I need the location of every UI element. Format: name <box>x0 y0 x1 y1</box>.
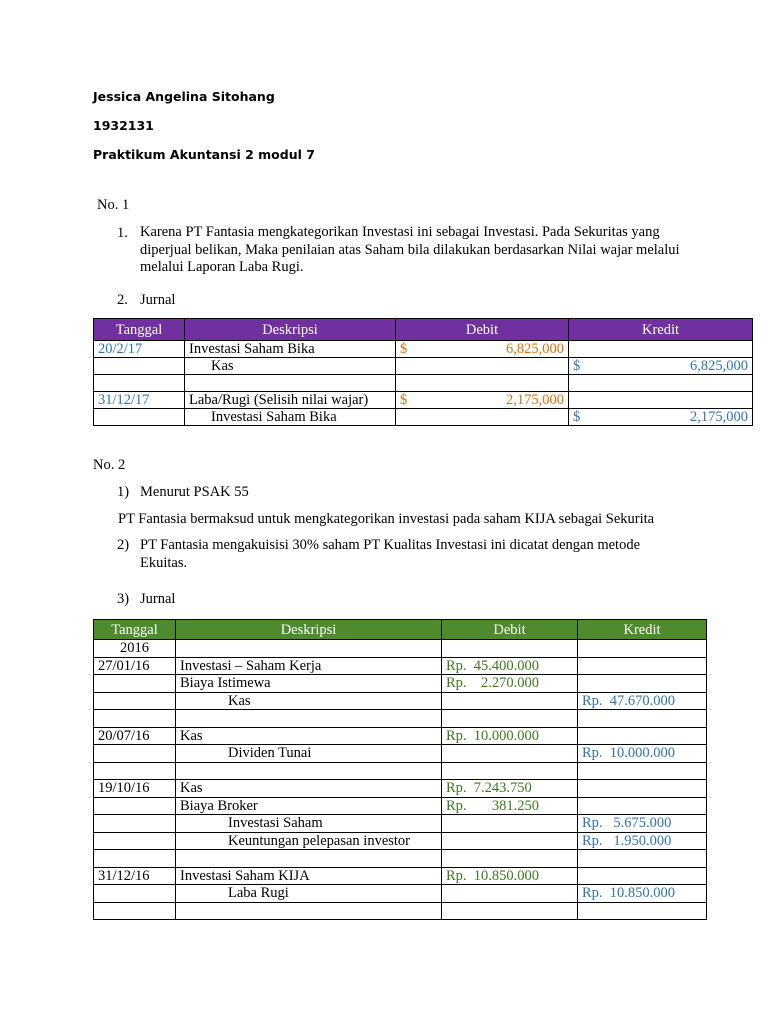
cell-credit: Rp. 1.950.000 <box>578 832 707 850</box>
currency-symbol: $ <box>400 392 408 408</box>
cell-credit <box>578 797 707 815</box>
currency-symbol: $ <box>573 358 581 374</box>
table-row <box>94 850 707 868</box>
cell-credit: Rp. 5.675.000 <box>578 815 707 833</box>
cell-debit <box>442 745 578 763</box>
debit-value: 2,175,000 <box>506 392 564 408</box>
journal-table-2 <box>93 619 707 920</box>
header-tanggal: Tanggal <box>94 620 176 640</box>
cell-date <box>94 358 185 375</box>
cell-credit <box>569 392 753 409</box>
cell-credit <box>569 358 753 375</box>
table-row <box>94 341 753 358</box>
no2-item1-text: Menurut PSAK 55 <box>140 484 249 500</box>
header-debit: Debit <box>396 319 569 341</box>
cell-debit <box>396 409 569 426</box>
cell-date <box>94 692 176 710</box>
table-row <box>94 762 707 780</box>
cell-description: Investasi Saham Bika <box>185 409 396 426</box>
cell-date <box>94 675 176 693</box>
cell-debit <box>396 375 569 392</box>
no1-item2-text: Jurnal <box>140 292 176 308</box>
journal-table-1 <box>93 318 753 426</box>
cell-date: 20/07/16 <box>94 727 176 745</box>
cell-credit <box>578 727 707 745</box>
cell-credit <box>578 762 707 780</box>
cell-description <box>176 902 442 920</box>
table-row <box>94 780 707 798</box>
no1-item1-text: Karena PT Fantasia mengkategorikan Investasi ini sebagai Investasi. Pada Sekuritas yang diperjual belikan, Maka penilaian atas Saham bila dilakukan berdasarkan Nilai wajar melalui melalui Laporan Laba Rugi. <box>140 224 680 275</box>
cell-date <box>94 375 185 392</box>
cell-date <box>94 797 176 815</box>
cell-description: Investasi Saham Bika <box>185 341 396 358</box>
table-row <box>94 710 707 728</box>
cell-date <box>94 710 176 728</box>
table-row <box>94 392 753 409</box>
currency-symbol: $ <box>400 341 408 357</box>
cell-debit: Rp. 2.270.000 <box>442 675 578 693</box>
cell-date: 27/01/16 <box>94 657 176 675</box>
cell-credit <box>569 375 753 392</box>
section-no2-title: No. 2 <box>93 457 126 473</box>
cell-date: 2016 <box>94 640 176 658</box>
cell-description: Laba Rugi <box>176 885 442 903</box>
cell-description: Keuntungan pelepasan investor <box>176 832 442 850</box>
cell-date <box>94 409 185 426</box>
cell-credit: Rp. 10.000.000 <box>578 745 707 763</box>
debit-amount <box>400 392 564 408</box>
cell-credit <box>578 867 707 885</box>
debit-value: 6,825,000 <box>506 341 564 357</box>
no2-item2-text: PT Fantasia mengakuisisi 30% saham PT Kualitas Investasi ini dicatat dengan metode Ekuitas. <box>140 537 641 571</box>
table-row <box>94 657 707 675</box>
currency-symbol: $ <box>573 409 581 425</box>
header-deskripsi: Deskripsi <box>185 319 396 341</box>
cell-credit <box>578 710 707 728</box>
debit-amount <box>400 341 564 357</box>
cell-debit <box>396 358 569 375</box>
credit-value: 6,825,000 <box>690 358 748 374</box>
table-row <box>94 797 707 815</box>
no2-item3-text: Jurnal <box>140 591 176 607</box>
cell-description <box>176 762 442 780</box>
cell-date: 20/2/17 <box>94 341 185 358</box>
cell-date: 31/12/17 <box>94 392 185 409</box>
cell-credit <box>578 640 707 658</box>
cell-debit <box>442 815 578 833</box>
no2-item1-number: 1) <box>117 484 130 500</box>
table-row <box>94 902 707 920</box>
table-row <box>94 409 753 426</box>
cell-description: Dividen Tunai <box>176 745 442 763</box>
table-row <box>94 358 753 375</box>
table-row <box>94 867 707 885</box>
header-kredit: Kredit <box>569 319 753 341</box>
cell-date: 19/10/16 <box>94 780 176 798</box>
cell-debit <box>442 640 578 658</box>
cell-debit <box>442 902 578 920</box>
table-row <box>94 815 707 833</box>
section-no1-title: No. 1 <box>97 197 130 213</box>
table-row <box>94 640 707 658</box>
credit-amount <box>573 358 748 374</box>
header-tanggal: Tanggal <box>94 319 185 341</box>
cell-description: Kas <box>176 692 442 710</box>
cell-debit <box>442 762 578 780</box>
table-row <box>94 675 707 693</box>
no2-item3-number: 3) <box>117 591 130 607</box>
cell-description: Investasi – Saham Kerja <box>176 657 442 675</box>
cell-description: Biaya Istimewa <box>176 675 442 693</box>
no1-item1-number: 1. <box>117 225 128 241</box>
cell-debit: Rp. 7.243.750 <box>442 780 578 798</box>
cell-date <box>94 902 176 920</box>
table-row <box>94 727 707 745</box>
cell-debit: Rp. 10.000.000 <box>442 727 578 745</box>
cell-date <box>94 885 176 903</box>
cell-description: Kas <box>176 727 442 745</box>
cell-credit <box>578 780 707 798</box>
course-title: Praktikum Akuntansi 2 modul 7 <box>93 147 315 162</box>
cell-credit <box>578 902 707 920</box>
cell-credit <box>569 409 753 426</box>
table-row <box>94 692 707 710</box>
header-debit: Debit <box>442 620 578 640</box>
cell-description: Investasi Saham <box>176 815 442 833</box>
cell-description: Kas <box>176 780 442 798</box>
cell-date <box>94 745 176 763</box>
cell-debit: Rp. 10.850.000 <box>442 867 578 885</box>
cell-date <box>94 762 176 780</box>
cell-debit: Rp. 381.250 <box>442 797 578 815</box>
header-deskripsi: Deskripsi <box>176 620 442 640</box>
author-name: Jessica Angelina Sitohang <box>93 89 275 104</box>
cell-credit: Rp. 47.670.000 <box>578 692 707 710</box>
cell-debit <box>442 885 578 903</box>
cell-date <box>94 815 176 833</box>
cell-description: Laba/Rugi (Selisih nilai wajar) <box>185 392 396 409</box>
cell-date: 31/12/16 <box>94 867 176 885</box>
cell-description: Kas <box>185 358 396 375</box>
cell-description <box>176 850 442 868</box>
cell-debit <box>442 850 578 868</box>
cell-credit: Rp. 10.850.000 <box>578 885 707 903</box>
header-kredit: Kredit <box>578 620 707 640</box>
table-header-row <box>94 319 753 341</box>
table-row <box>94 745 707 763</box>
no2-item2-number: 2) <box>117 537 130 553</box>
cell-description <box>185 375 396 392</box>
cell-debit <box>442 832 578 850</box>
cell-credit <box>578 675 707 693</box>
cell-credit <box>578 657 707 675</box>
credit-value: 2,175,000 <box>690 409 748 425</box>
table-row <box>94 832 707 850</box>
cell-date <box>94 850 176 868</box>
cell-debit <box>396 392 569 409</box>
cell-credit <box>578 850 707 868</box>
cell-credit <box>569 341 753 358</box>
cell-debit: Rp. 45.400.000 <box>442 657 578 675</box>
table-row <box>94 375 753 392</box>
student-id: 1932131 <box>93 118 154 133</box>
cell-description: Biaya Broker <box>176 797 442 815</box>
no2-paragraph: PT Fantasia bermaksud untuk mengkategorikan investasi pada saham KIJA sebagai Sekurita <box>118 511 655 527</box>
credit-amount <box>573 409 748 425</box>
cell-debit <box>442 692 578 710</box>
cell-description <box>176 710 442 728</box>
cell-date <box>94 832 176 850</box>
table-row <box>94 885 707 903</box>
cell-debit <box>396 341 569 358</box>
cell-debit <box>442 710 578 728</box>
cell-description <box>176 640 442 658</box>
table-header-row <box>94 620 707 640</box>
no1-item2-number: 2. <box>117 292 128 308</box>
cell-description: Investasi Saham KIJA <box>176 867 442 885</box>
